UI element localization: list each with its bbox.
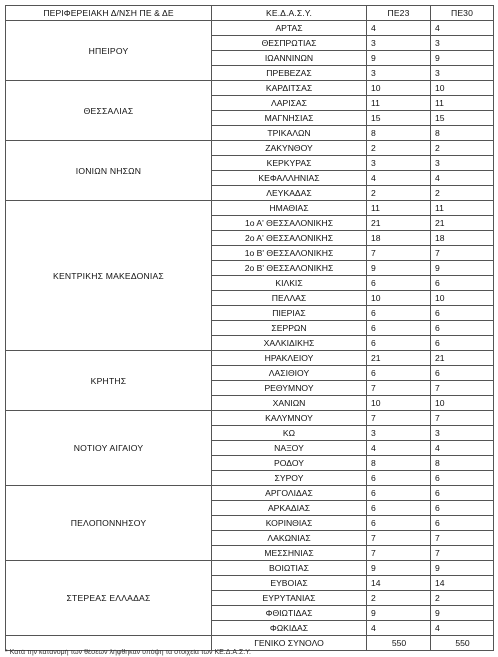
kedasy-name: ΡΕΘΥΜΝΟΥ bbox=[212, 381, 367, 396]
pe30-value: 21 bbox=[431, 351, 494, 366]
kedasy-name: ΖΑΚΥΝΘΟΥ bbox=[212, 141, 367, 156]
pe23-value: 8 bbox=[367, 126, 431, 141]
pe30-value: 8 bbox=[431, 456, 494, 471]
kedasy-name: ΣΥΡΟΥ bbox=[212, 471, 367, 486]
kedasy-name: 2ο Α' ΘΕΣΣΑΛΟΝΙΚΗΣ bbox=[212, 231, 367, 246]
kedasy-name: ΕΥΒΟΙΑΣ bbox=[212, 576, 367, 591]
pe30-value: 21 bbox=[431, 216, 494, 231]
kedasy-name: ΚΑΛΥΜΝΟΥ bbox=[212, 411, 367, 426]
pe30-value: 7 bbox=[431, 531, 494, 546]
kedasy-name: ΝΑΞΟΥ bbox=[212, 441, 367, 456]
region-name: ΚΡΗΤΗΣ bbox=[6, 351, 212, 411]
pe30-value: 3 bbox=[431, 156, 494, 171]
kedasy-name: ΚΕΡΚΥΡΑΣ bbox=[212, 156, 367, 171]
kedasy-name: ΚΟΡΙΝΘΙΑΣ bbox=[212, 516, 367, 531]
pe30-value: 11 bbox=[431, 201, 494, 216]
pe23-value: 4 bbox=[367, 621, 431, 636]
pe23-value: 2 bbox=[367, 591, 431, 606]
pe30-value: 8 bbox=[431, 126, 494, 141]
kedasy-name: ΦΩΚΙΔΑΣ bbox=[212, 621, 367, 636]
pe23-value: 6 bbox=[367, 276, 431, 291]
kedasy-name: ΗΡΑΚΛΕΙΟΥ bbox=[212, 351, 367, 366]
pe23-value: 3 bbox=[367, 426, 431, 441]
table-row bbox=[6, 411, 494, 426]
kedasy-name: ΚΕΦΑΛΛΗΝΙΑΣ bbox=[212, 171, 367, 186]
table-header bbox=[6, 6, 494, 21]
pe23-value: 10 bbox=[367, 291, 431, 306]
pe30-value: 11 bbox=[431, 96, 494, 111]
pe30-value: 2 bbox=[431, 186, 494, 201]
total-pe30: 550 bbox=[431, 636, 494, 651]
header-pe23: ΠΕ23 bbox=[367, 6, 431, 21]
allocation-table bbox=[5, 5, 494, 651]
pe30-value: 6 bbox=[431, 471, 494, 486]
total-label: ΓΕΝΙΚΟ ΣΥΝΟΛΟ bbox=[212, 636, 367, 651]
pe23-value: 2 bbox=[367, 141, 431, 156]
kedasy-name: ΕΥΡΥΤΑΝΙΑΣ bbox=[212, 591, 367, 606]
pe30-value: 6 bbox=[431, 486, 494, 501]
pe23-value: 14 bbox=[367, 576, 431, 591]
pe30-value: 10 bbox=[431, 291, 494, 306]
pe23-value: 7 bbox=[367, 411, 431, 426]
pe30-value: 10 bbox=[431, 81, 494, 96]
kedasy-name: ΗΜΑΘΙΑΣ bbox=[212, 201, 367, 216]
pe23-value: 21 bbox=[367, 351, 431, 366]
kedasy-name: ΛΑΣΙΘΙΟΥ bbox=[212, 366, 367, 381]
kedasy-name: ΧΑΛΚΙΔΙΚΗΣ bbox=[212, 336, 367, 351]
pe23-value: 10 bbox=[367, 396, 431, 411]
header-region: ΠΕΡΙΦΕΡΕΙΑΚΗ Δ/ΝΣΗ ΠΕ & ΔΕ bbox=[6, 6, 212, 21]
pe30-value: 4 bbox=[431, 21, 494, 36]
kedasy-name: ΚΙΛΚΙΣ bbox=[212, 276, 367, 291]
table-row bbox=[6, 141, 494, 156]
pe30-value: 6 bbox=[431, 501, 494, 516]
table-row bbox=[6, 21, 494, 36]
table-row bbox=[6, 561, 494, 576]
kedasy-name: ΠΙΕΡΙΑΣ bbox=[212, 306, 367, 321]
footnote: * Κατά την κατανομή των θέσεων λήφθηκαν υπόψη τα στοιχεία των ΚΕ.Δ.Α.Σ.Υ. bbox=[5, 649, 251, 656]
region-name: ΙΟΝΙΩΝ ΝΗΣΩΝ bbox=[6, 141, 212, 201]
kedasy-name: ΛΑΚΩΝΙΑΣ bbox=[212, 531, 367, 546]
pe23-value: 4 bbox=[367, 441, 431, 456]
pe30-value: 6 bbox=[431, 321, 494, 336]
pe23-value: 4 bbox=[367, 21, 431, 36]
pe23-value: 7 bbox=[367, 531, 431, 546]
table-row bbox=[6, 201, 494, 216]
header-row bbox=[6, 6, 494, 21]
pe23-value: 9 bbox=[367, 51, 431, 66]
pe23-value: 3 bbox=[367, 66, 431, 81]
pe23-value: 10 bbox=[367, 81, 431, 96]
pe30-value: 6 bbox=[431, 366, 494, 381]
pe23-value: 6 bbox=[367, 471, 431, 486]
kedasy-name: ΒΟΙΩΤΙΑΣ bbox=[212, 561, 367, 576]
pe23-value: 21 bbox=[367, 216, 431, 231]
header-kedasy: ΚΕ.Δ.Α.Σ.Υ. bbox=[212, 6, 367, 21]
pe23-value: 9 bbox=[367, 606, 431, 621]
pe30-value: 9 bbox=[431, 606, 494, 621]
pe23-value: 7 bbox=[367, 546, 431, 561]
kedasy-name: 1ο Α' ΘΕΣΣΑΛΟΝΙΚΗΣ bbox=[212, 216, 367, 231]
kedasy-name: ΛΑΡΙΣΑΣ bbox=[212, 96, 367, 111]
kedasy-name: ΘΕΣΠΡΩΤΙΑΣ bbox=[212, 36, 367, 51]
table-body bbox=[6, 21, 494, 651]
pe23-value: 9 bbox=[367, 561, 431, 576]
kedasy-name: ΡΟΔΟΥ bbox=[212, 456, 367, 471]
kedasy-name: ΑΡΚΑΔΙΑΣ bbox=[212, 501, 367, 516]
kedasy-name: 1ο Β' ΘΕΣΣΑΛΟΝΙΚΗΣ bbox=[212, 246, 367, 261]
kedasy-name: ΛΕΥΚΑΔΑΣ bbox=[212, 186, 367, 201]
pe23-value: 6 bbox=[367, 321, 431, 336]
region-name: ΝΟΤΙΟΥ ΑΙΓΑΙΟΥ bbox=[6, 411, 212, 486]
kedasy-name: ΚΩ bbox=[212, 426, 367, 441]
pe23-value: 6 bbox=[367, 486, 431, 501]
pe23-value: 6 bbox=[367, 516, 431, 531]
pe23-value: 7 bbox=[367, 246, 431, 261]
pe30-value: 7 bbox=[431, 246, 494, 261]
total-pe23: 550 bbox=[367, 636, 431, 651]
kedasy-name: ΜΕΣΣΗΝΙΑΣ bbox=[212, 546, 367, 561]
kedasy-name: ΣΕΡΡΩΝ bbox=[212, 321, 367, 336]
pe30-value: 6 bbox=[431, 276, 494, 291]
pe23-value: 6 bbox=[367, 366, 431, 381]
region-name: ΗΠΕΙΡΟΥ bbox=[6, 21, 212, 81]
pe23-value: 3 bbox=[367, 156, 431, 171]
pe30-value: 4 bbox=[431, 171, 494, 186]
pe30-value: 2 bbox=[431, 591, 494, 606]
pe23-value: 11 bbox=[367, 96, 431, 111]
header-pe30: ΠΕ30 bbox=[431, 6, 494, 21]
pe30-value: 9 bbox=[431, 261, 494, 276]
pe30-value: 15 bbox=[431, 111, 494, 126]
pe30-value: 7 bbox=[431, 546, 494, 561]
kedasy-name: ΚΑΡΔΙΤΣΑΣ bbox=[212, 81, 367, 96]
kedasy-name: ΠΕΛΛΑΣ bbox=[212, 291, 367, 306]
kedasy-name: 2ο Β' ΘΕΣΣΑΛΟΝΙΚΗΣ bbox=[212, 261, 367, 276]
pe30-value: 9 bbox=[431, 51, 494, 66]
pe23-value: 9 bbox=[367, 261, 431, 276]
pe23-value: 4 bbox=[367, 171, 431, 186]
pe30-value: 2 bbox=[431, 141, 494, 156]
table-row bbox=[6, 486, 494, 501]
region-name: ΘΕΣΣΑΛΙΑΣ bbox=[6, 81, 212, 141]
kedasy-name: ΑΡΤΑΣ bbox=[212, 21, 367, 36]
pe30-value: 14 bbox=[431, 576, 494, 591]
pe30-value: 10 bbox=[431, 396, 494, 411]
kedasy-name: ΠΡΕΒΕΖΑΣ bbox=[212, 66, 367, 81]
table-row bbox=[6, 81, 494, 96]
pe30-value: 3 bbox=[431, 36, 494, 51]
kedasy-name: ΤΡΙΚΑΛΩΝ bbox=[212, 126, 367, 141]
kedasy-name: ΙΩΑΝΝΙΝΩΝ bbox=[212, 51, 367, 66]
pe23-value: 6 bbox=[367, 501, 431, 516]
pe30-value: 7 bbox=[431, 411, 494, 426]
pe30-value: 7 bbox=[431, 381, 494, 396]
pe23-value: 8 bbox=[367, 456, 431, 471]
kedasy-name: ΧΑΝΙΩΝ bbox=[212, 396, 367, 411]
pe23-value: 15 bbox=[367, 111, 431, 126]
pe23-value: 11 bbox=[367, 201, 431, 216]
pe30-value: 9 bbox=[431, 561, 494, 576]
pe30-value: 6 bbox=[431, 306, 494, 321]
kedasy-name: ΦΘΙΩΤΙΔΑΣ bbox=[212, 606, 367, 621]
region-name: ΠΕΛΟΠΟΝΝΗΣΟΥ bbox=[6, 486, 212, 561]
pe30-value: 3 bbox=[431, 66, 494, 81]
pe23-value: 2 bbox=[367, 186, 431, 201]
pe30-value: 3 bbox=[431, 426, 494, 441]
pe30-value: 18 bbox=[431, 231, 494, 246]
region-name: ΚΕΝΤΡΙΚΗΣ ΜΑΚΕΔΟΝΙΑΣ bbox=[6, 201, 212, 351]
pe23-value: 3 bbox=[367, 36, 431, 51]
pe23-value: 7 bbox=[367, 381, 431, 396]
pe30-value: 4 bbox=[431, 441, 494, 456]
pe30-value: 4 bbox=[431, 621, 494, 636]
pe30-value: 6 bbox=[431, 516, 494, 531]
pe23-value: 6 bbox=[367, 306, 431, 321]
region-name: ΣΤΕΡΕΑΣ ΕΛΛΑΔΑΣ bbox=[6, 561, 212, 636]
kedasy-name: ΑΡΓΟΛΙΔΑΣ bbox=[212, 486, 367, 501]
kedasy-name: ΜΑΓΝΗΣΙΑΣ bbox=[212, 111, 367, 126]
pe23-value: 18 bbox=[367, 231, 431, 246]
table-row bbox=[6, 351, 494, 366]
pe23-value: 6 bbox=[367, 336, 431, 351]
pe30-value: 6 bbox=[431, 336, 494, 351]
